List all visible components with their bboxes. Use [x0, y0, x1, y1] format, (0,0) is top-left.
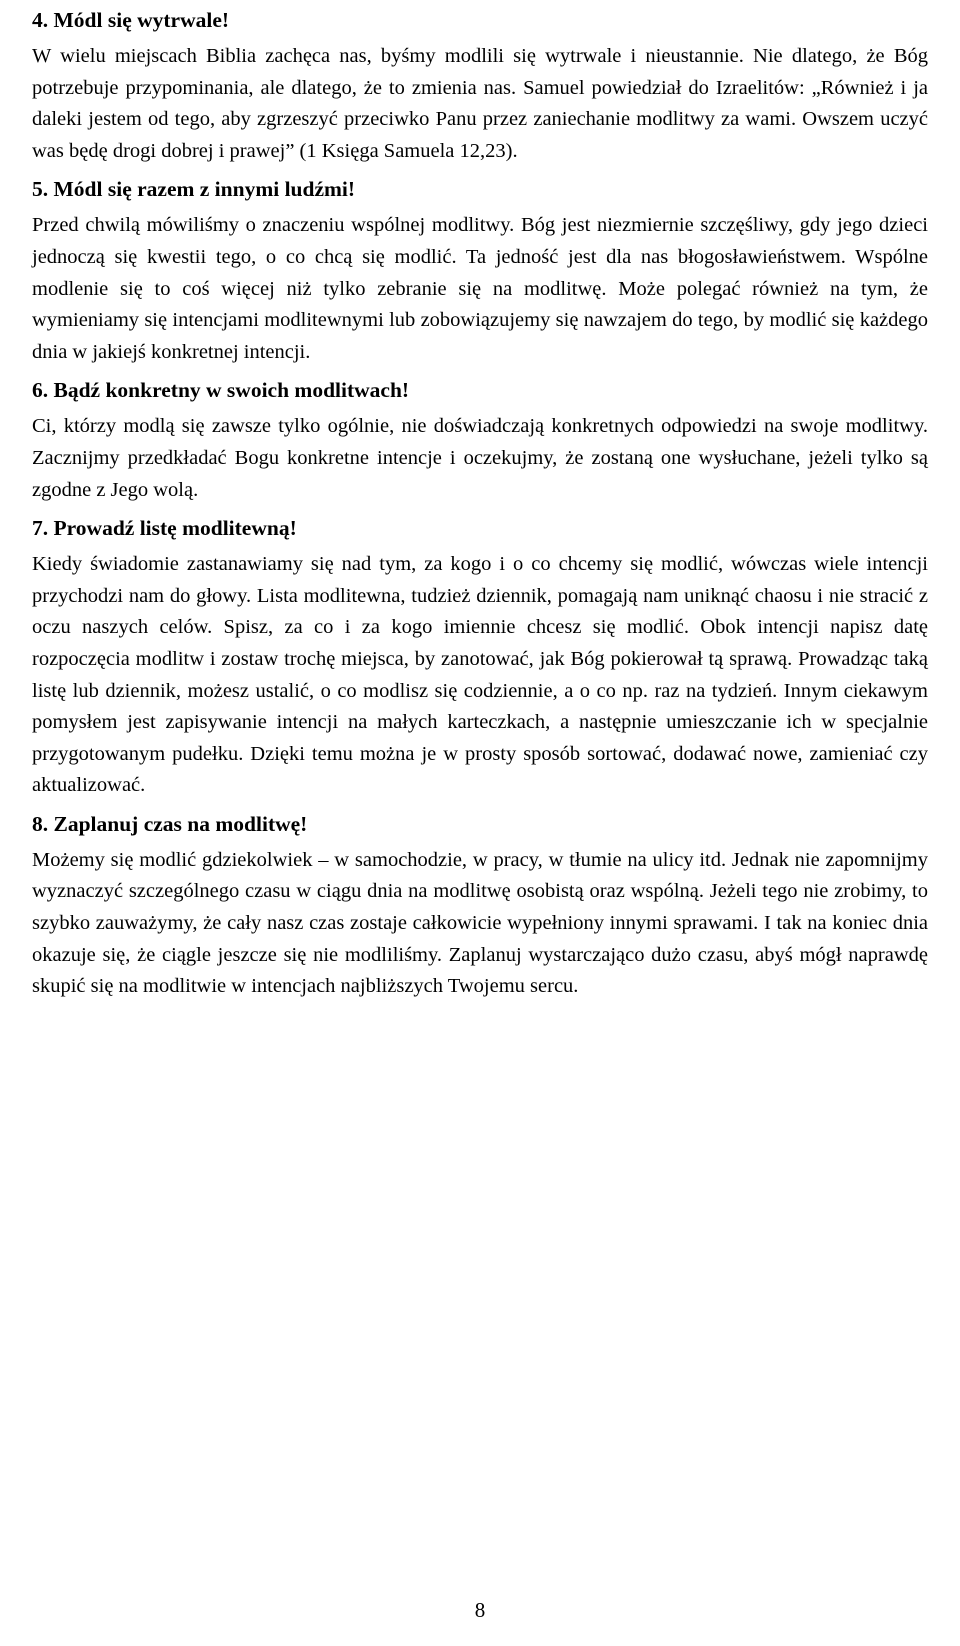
section-paragraph: Przed chwilą mówiliśmy o znaczeniu wspólnej modlitwy. Bóg jest niezmiernie szczęśliwy, gdy jego dzieci jednoczą się kwestii tego, o co chcą się modlić. Ta jedność jest dla nas błogosławieństwem. Wspólne modlenie się to coś więcej niż tylko zebranie się na modlitwę. Może polegać również na tym, że wymieniamy się intencjami modlitewnymi lub zobowiązujemy się nawzajem do tego, by modlić się każdego dnia w jakiejś konkretnej intencji. — [32, 214, 928, 363]
section-heading: 4. Módl się wytrwale! — [32, 8, 230, 32]
section-heading: 8. Zaplanuj czas na modlitwę! — [32, 811, 308, 836]
page-number: 8 — [474, 1598, 486, 1622]
section-heading: 7. Prowadź listę modlitewną! — [32, 516, 297, 541]
section-plan-prayer-time — [32, 808, 928, 1003]
section-paragraph: Ci, którzy modlą się zawsze tylko ogólnie, nie doświadczają konkretnych odpowiedzi na swoje modlitwy. Zacznijmy przedkładać Bogu konkretne intencje i oczekujmy, że zostaną one wysłuchane, jeżeli tylko są zgodne z Jego wolą. — [32, 415, 928, 501]
section-paragraph: Kiedy świadomie zastanawiamy się nad tym, za kogo i o co chcemy się modlić, wówczas wiele intencji przychodzi nam do głowy. Lista modlitewna, tudzież dziennik, pomagają nam uniknąć chaosu i nie stracić z oczu naszych celów. Spisz, za co i za kogo imiennie chcesz się modlić. Obok intencji napisz datę rozpoczęcia modlitw i zostaw trochę miejsca, by zanotować, jak Bóg pokierował tą sprawą. Prowadząc taką listę lub dziennik, możesz ustalić, o co modlisz się codziennie, a o co np. raz na tydzień. Innym ciekawym pomysłem jest zapisywanie intencji na małych karteczkach, a następnie umieszczanie ich w specjalnie przygotowanym pudełku. Dzięki temu można je w prosty sposób sortować, dodawać nowe, zamieniać czy aktualizować. — [32, 553, 928, 797]
section-persistent-prayer — [32, 4, 928, 167]
section-heading: 6. Bądź konkretny w swoich modlitwach! — [32, 378, 410, 403]
section-heading: 5. Módl się razem z innymi ludźmi! — [32, 177, 356, 202]
document-page — [32, 0, 928, 1003]
section-pray-together — [32, 173, 928, 368]
section-be-specific — [32, 374, 928, 506]
section-prayer-list — [32, 512, 928, 802]
section-paragraph: Możemy się modlić gdziekolwiek – w samochodzie, w pracy, w tłumie na ulicy itd. Jednak nie zapomnijmy wyznaczyć szczególnego czasu w ciągu dnia na modlitwę osobistą oraz wspólną. Jeżeli tego nie zrobimy, to szybko zauważymy, że cały nasz czas zostaje całkowicie wypełniony innymi sprawami. I tak na koniec dnia okazuje się, że ciągle jeszcze się nie modliliśmy. Zaplanuj wystarczająco dużo czasu, abyś mógł naprawdę skupić się na modlitwie w intencjach najbliższych Twojemu sercu. — [32, 848, 928, 998]
section-paragraph: W wielu miejscach Biblia zachęca nas, byśmy modlili się wytrwale i nieustannie. Nie dlatego, że Bóg potrzebuje przypominania, ale dlatego, że to zmienia nas. Samuel powiedział do Izraelitów: „Również i ja daleki jestem od tego, aby zgrzeszyć przeciwko Panu przez zaniechanie modlitwy za wami. Owszem uczyć was będę drogi dobrej i prawej” (1 Księga Samuela 12,23). — [32, 45, 928, 162]
